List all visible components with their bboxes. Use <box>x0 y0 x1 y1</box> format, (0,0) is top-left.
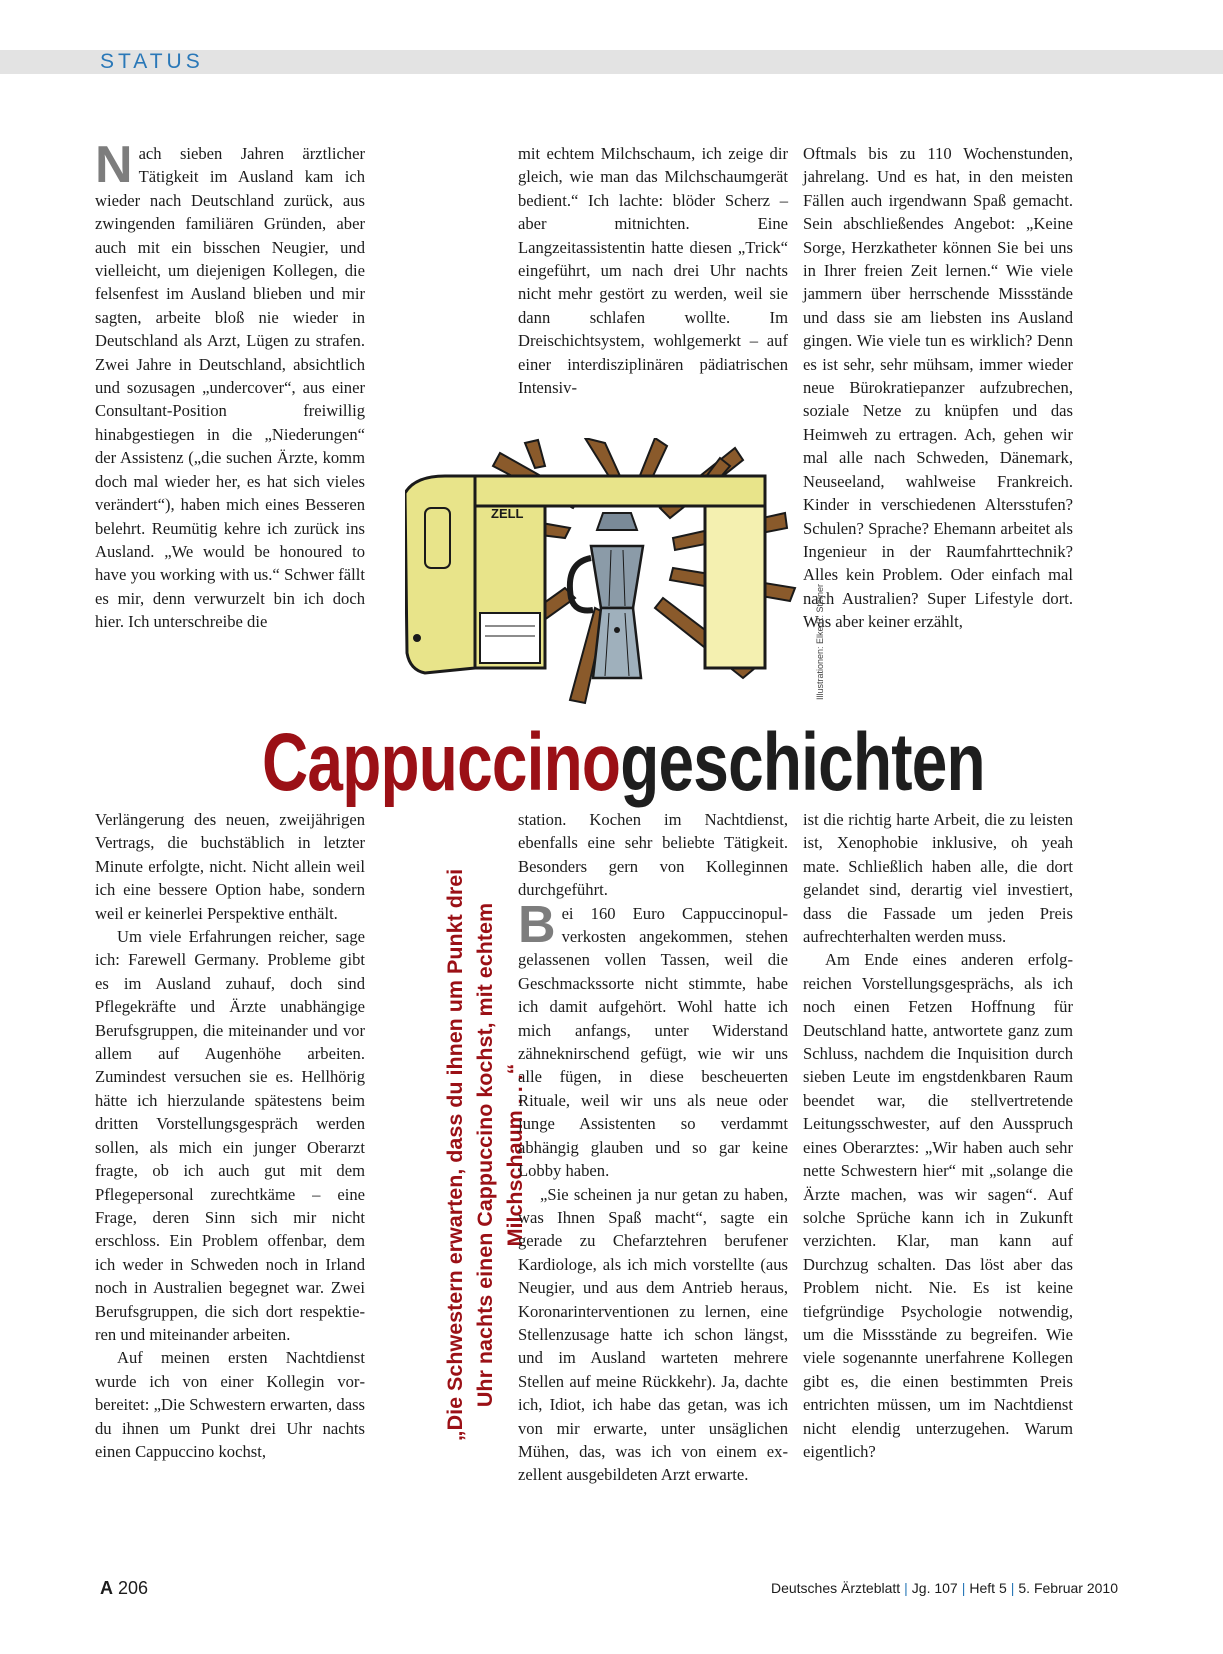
journal-issue: Heft 5 <box>969 1580 1007 1596</box>
dropcap-b: B <box>518 895 556 954</box>
paragraph: ist die richtig harte Arbeit, die zu leisten ist, Xenophobie inklusive, oh yeah mate. Schließlich haben alle, die dort gelandet sind, derartig viel investiert, dass die Fassade um jeden Preis aufrechterhalten werden muss. <box>803 810 1073 947</box>
page-number-value: 206 <box>118 1578 149 1598</box>
paragraph: ei 160 Euro Cappuccinopulverkosten angekommen, stehen gelassenen vollen Tassen, weil die Geschmackssorte nicht stimmte, habe ich damit aufgehört. Wohl hatte ich mich anfangs, unter Widerstand zähneknirschend gefügt, wie wir uns alle fügen, in diese bescheuerten Rituale, weil wir uns als neue oder junge Assistenten so verdammt abhängig glauben und so gar keine Lobby haben. <box>518 903 788 1181</box>
coffee-machine-illustration <box>405 438 810 710</box>
article-column-top-3 <box>803 142 1073 634</box>
article-title <box>262 718 985 808</box>
paragraph: Auf meinen ersten Nachtdienst wurde ich von einer Kollegin vorbereitet: „Die Schwestern erwarten, dass du ihnen um Punkt drei Uhr nachts einen Cappuccino kochst, <box>95 1348 365 1461</box>
paragraph: Am Ende eines anderen erfolgreichen Vorstellungsgesprächs, als ich noch einen Fetzen Hoffnung für Deutschland hatte, antwortete ganz zum Schluss, nachdem die Inquisition durch sieben Leute im engstdenkbaren Raum beendet war, die stellvertretende Leitungsschwester, auf den Ausspruch eines Oberarztes: „Wir haben auch sehr nette Schwestern hier“ mit „solange die Ärzte machen, was wir sagen“. Auf solche Sprüche kann ich in Zukunft verzichten. Klar, man kann auf Durchzug schalten. Das löst aber das Problem nicht. Nie. Es ist keine tiefgründige Psychologie notwendig, um die Missstände zu begreifen. Wie viele sogenannte unerfahrene Kollegen gibt es, die einen bestimmten Preis entrichten müssen, um im Nachtdienst nicht elendig unterzugehen. Warum eigentlich? <box>803 950 1073 1461</box>
paragraph: Um viele Erfahrungen reicher, sage ich: Farewell Germany. Probleme gibt es im Ausland zuhauf, doch sind Pflegekräfte und Ärzte unabhängige Berufsgruppen, die miteinander und vor allem auf Augenhöhe arbeiten. Zumindest versuchen sie es. Hellhörig hätte ich hierzulande spätestens beim dritten Vorstellungsgespräch werden sollen, als mich ein junger Oberarzt fragte, ob ich auch gut mit dem Pflegepersonal zurechtkäme – eine Frage, deren Sinn sich mir nicht erschloss. Ein Problem offenbar, dem ich weder in Schweden noch in Irland noch in Australien begegnet war. Zwei Berufsgruppen, die sich dort respektieren und miteinander arbeiten. <box>95 927 365 1344</box>
moka-pot-icon <box>570 513 643 678</box>
paragraph: „Sie scheinen ja nur getan zu haben, was Ihnen Spaß macht“, sagte ein gerade zu Chefarztehren berufener Kardiologe, als ich mich vorstellte (aus Neugier, und aus dem Antrieb heraus, Koronarinterventionen zu lernen, eine Stellenzusage hatte ich schon längst, und im Ausland warteten mehrere Stellen auf meine Rückkehr). Ja, dachte ich, Idiot, ich habe das getan, was ich von mir erwarte, unter unsäglichen Mühen, das, was ich von einem exzellent ausgebildeten Arzt erwarte. <box>518 1184 788 1485</box>
page-number <box>100 1578 148 1599</box>
paragraph: ach sieben Jahren ärztlicher Tätigkeit im Ausland kam ich wieder nach Deutschland zurück, aus zwingenden familiären Gründen, aber auch mit ein bisschen Neugier, und vielleicht, um diejenigen Kollegen, die felsenfest im Ausland blieben und mir sagten, arbeite bloß nie wieder in Deutschland als Arzt, Lügen zu strafen. Zwei Jahre in Deutschland, absichtlich und sozusagen „undercover“, aus einer Consultant-Position freiwillig hinabgestiegen in die „Niederungen“ der Assistenz („die suchen Ärzte, komm doch mal wieder her, es hat sich vieles verändert“), haben mich eines Besseren belehrt. Reumütig kehre ich zurück ins Ausland. „We would be honoured to have you working with us.“ Schwer fällt es mir, denn verwurzelt bin ich doch hier. Ich unterschreibe die <box>95 144 365 632</box>
page-prefix: A <box>100 1578 113 1598</box>
article-column-top-2 <box>518 142 788 399</box>
article-column-bottom-1 <box>95 808 365 1463</box>
paragraph: Oftmals bis zu 110 Wochenstunden, jahrelang. Und es hat, in den meisten Fällen auch irgendwann Spaß gemacht. Sein abschließendes Angebot: „Keine Sorge, Herzkatheter können Sie bei uns in Ihrer freien Zeit lernen.“ Wie viele jammern über herrschende Missstände und dass sie am liebsten ins Ausland gingen. Wie viele tun es wirklich? Denn es ist sehr, sehr mühsam, immer wieder neue Bürokratiepanzer aufzubrechen, soziale Netze zu knüpfen und das Heimweh zu ertragen. Ach, gehen wir mal alle nach Schweden, Dänemark, Neuseeland, wahlweise Frankreich. Kinder in verschiedenen Altersstufen? Schulen? Sprache? Ehemann arbeitet als Ingenieur in der Raumfahrttechnik? Alles kein Problem. Oder einfach mal nach Australien? Super Lifestyle dort. Was aber keiner erzählt, <box>803 144 1073 632</box>
machine-brand-label: ZELL <box>491 506 524 521</box>
journal-info: Deutsches Ärzteblatt | Jg. 107 | Heft 5 | 5. Februar 2010 <box>770 1580 1118 1596</box>
title-part-1: Cappuccino <box>262 717 621 808</box>
section-label: STATUS <box>100 50 204 73</box>
paragraph: Verlängerung des neuen, zweijährigen Vertrags, die buchstäblich in letzter Minute erfolgte, nicht. Nicht allein weil ich eine bessere Option habe, sondern weil er keinerlei Perspektive enthält. <box>95 810 365 923</box>
article-column-top-1 <box>95 136 365 634</box>
article-column-bottom-2 <box>518 808 788 1487</box>
dropcap-n: N <box>95 136 133 194</box>
illustration-credit: Illustrationen: Elke R. Steiner <box>815 583 825 700</box>
journal-volume: Jg. 107 <box>911 1580 958 1596</box>
journal-name: Deutsches Ärzteblatt <box>770 1580 901 1596</box>
paragraph: station. Kochen im Nachtdienst, ebenfalls eine sehr beliebte Tätigkeit. Besonders gern von Kolleginnen durchgeführt. <box>518 810 788 900</box>
paragraph: mit echtem Milchschaum, ich zeige dir gleich, wie man das Milchschaumgerät bedient.“ Ich lachte: blöder Scherz – aber mitnichten. Eine Langzeitassistentin hatte diesen „Trick“ eingeführt, um nach drei Uhr nachts nicht mehr gestört zu werden, weil sie dann schlafen wollte. Im Dreischichtsystem, wohlgemerkt – auf einer interdisziplinären pädiatrischen Intensiv- <box>518 144 788 398</box>
article-column-bottom-3 <box>803 808 1073 1463</box>
title-part-2: geschichten <box>620 717 985 808</box>
pull-quote: „Die Schwestern erwarten, dass du ihnen um Punkt drei Uhr nachts einen Cappuccino kochst, mit echtem Milchschaum . . .“ <box>443 868 527 1442</box>
journal-date: 5. Februar 2010 <box>1018 1580 1118 1596</box>
